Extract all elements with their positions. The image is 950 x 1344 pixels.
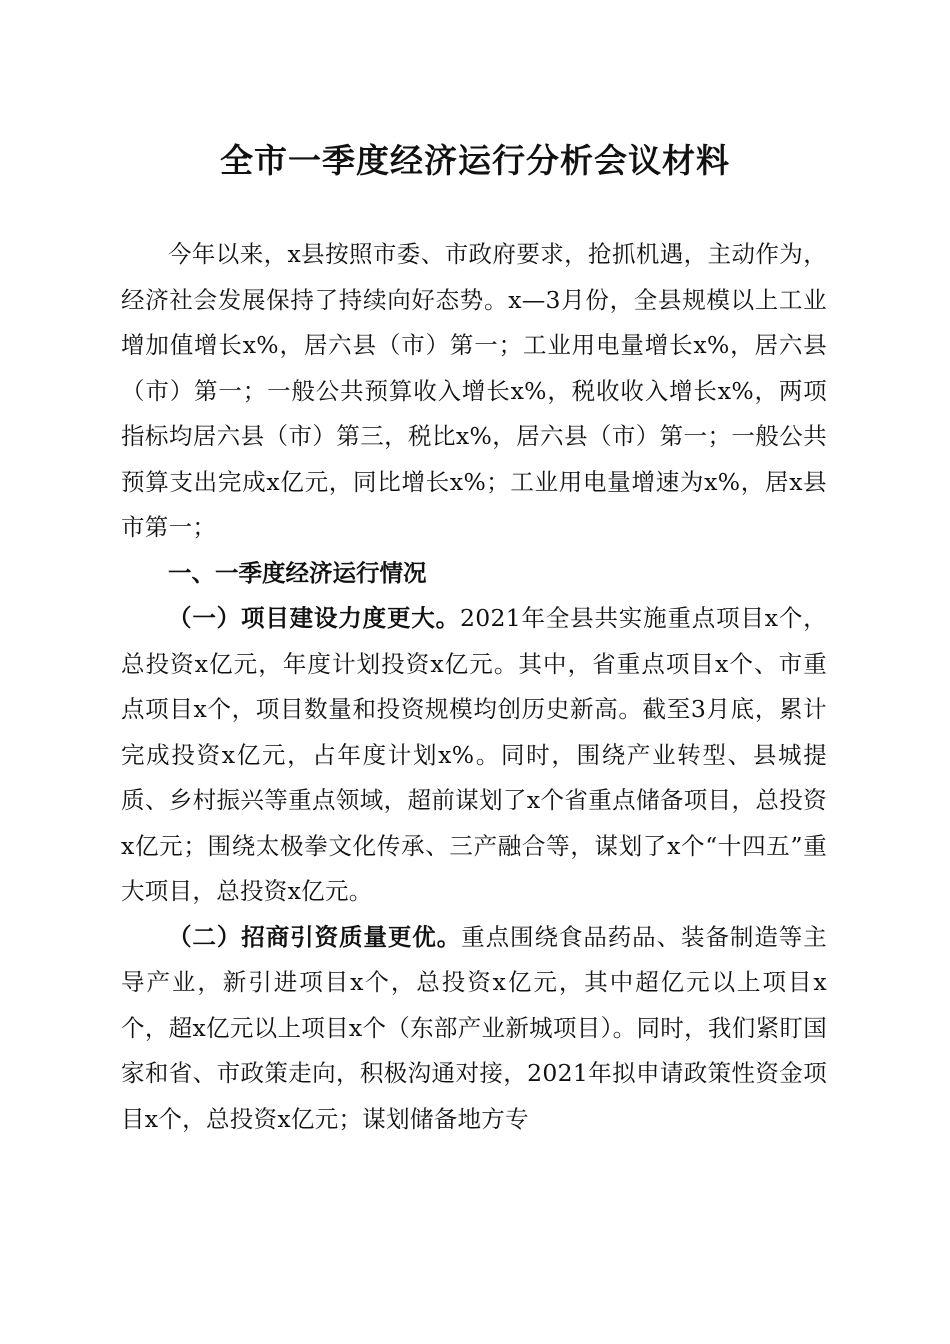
- item-1-text: 2021年全县共实施重点项目x个，总投资x亿元，年度计划投资x亿元。其中，省重点项目x个、市重点项目x个，项目数量和投资规模均创历史新高。截至3月底，累计完成投资x亿元，占年度计划x%。同时，围绕产业转型、县城提质、乡村振兴等重点领域，超前谋划了x个省重点储备项目，总投资x亿元；围绕太极拳文化传承、三产融合等，谋划了x个“十四五”重大项目，总投资x亿元。: [121, 604, 827, 905]
- item-2-lead: （二）招商引资质量更优。: [168, 922, 462, 951]
- item-1-paragraph: [121, 596, 827, 915]
- document-body: [121, 232, 827, 1142]
- item-2-text: 重点围绕食品药品、装备制造等主导产业，新引进项目x个，总投资x亿元，其中超亿元以上项目x个，超x亿元以上项目x个（东部产业新城项目）。同时，我们紧盯国家和省、市政策走向，积极沟通对接，2021年拟申请政策性资金项目x个，总投资x亿元；谋划储备地方专: [121, 922, 827, 1133]
- item-2-paragraph: [121, 915, 827, 1143]
- intro-paragraph: 今年以来，x县按照市委、市政府要求，抢抓机遇，主动作为，经济社会发展保持了持续向好态势。x—3月份，全县规模以上工业增加值增长x%，居六县（市）第一；工业用电量增长x%，居六县（市）第一；一般公共预算收入增长x%，税收收入增长x%，两项指标均居六县（市）第三，税比x%，居六县（市）第一；一般公共预算支出完成x亿元，同比增长x%；工业用电量增速为x%，居x县市第一；: [121, 240, 827, 541]
- section-heading: 一、一季度经济运行情况: [168, 558, 427, 587]
- document-title: 全市一季度经济运行分析会议材料: [220, 141, 730, 180]
- item-1-lead: （一）项目建设力度更大。: [168, 604, 460, 632]
